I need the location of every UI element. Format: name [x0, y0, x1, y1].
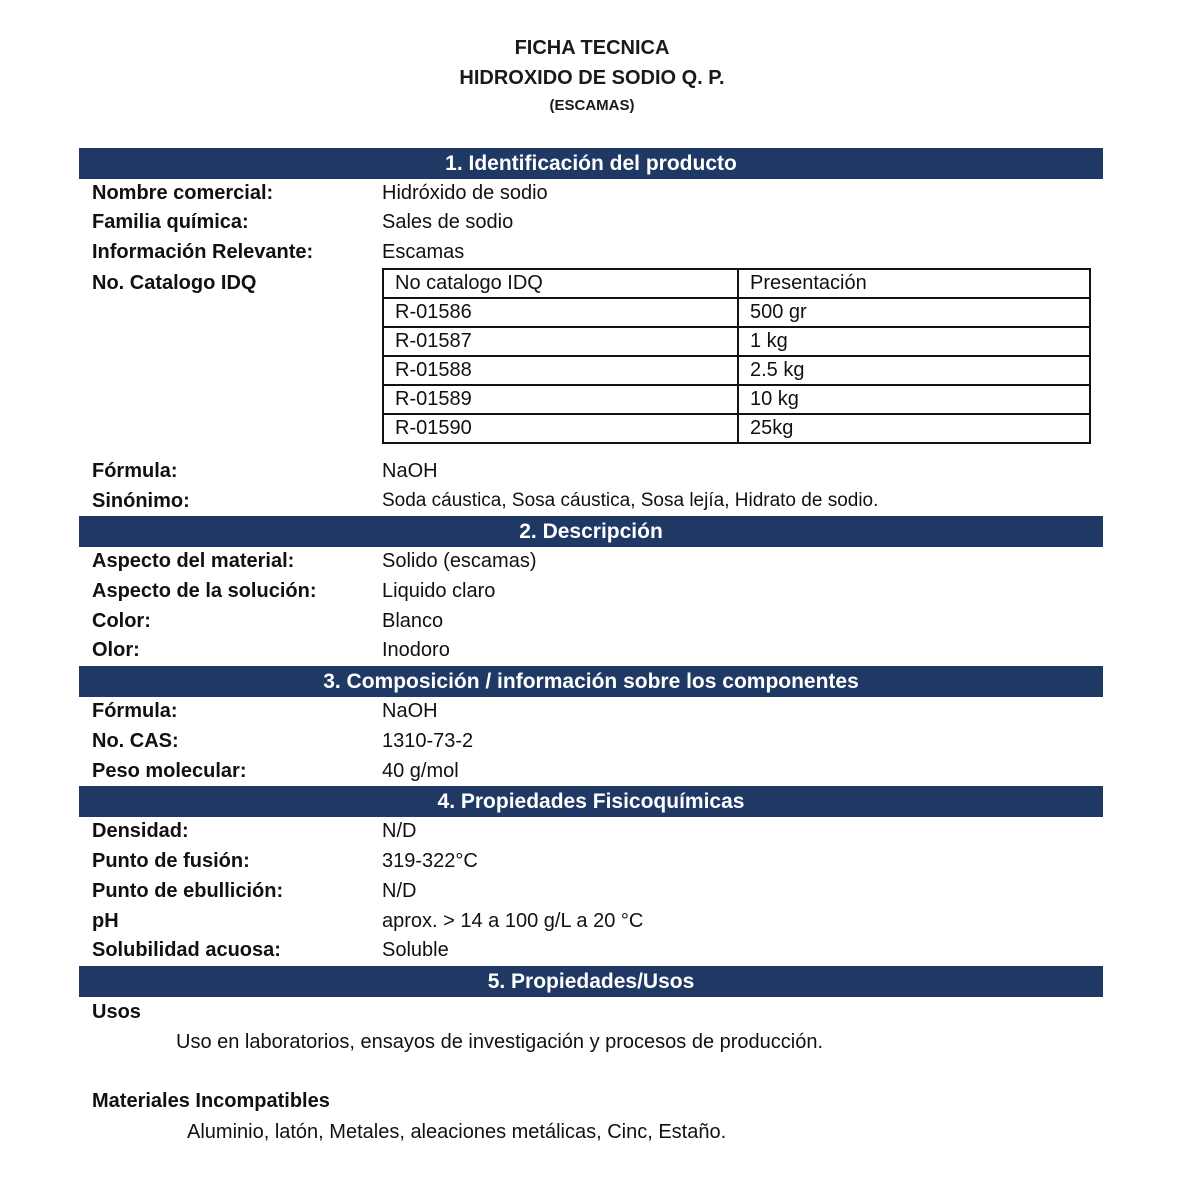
presentation: 25kg [738, 414, 1090, 443]
label-solubilidad: Solubilidad acuosa: [92, 939, 281, 961]
label-punto-ebullicion: Punto de ebullición: [92, 880, 284, 902]
value-olor: Inodoro [382, 639, 450, 661]
catalog-code: R-01588 [383, 356, 738, 385]
label-color: Color: [92, 610, 151, 632]
section-3-header: 3. Composición / información sobre los componentes [79, 666, 1103, 697]
section-1-header: 1. Identificación del producto [79, 148, 1103, 179]
header-cell-presentacion: Presentación [738, 269, 1090, 298]
label-catalogo: No. Catalogo IDQ [92, 272, 257, 294]
section-5-header: 5. Propiedades/Usos [79, 966, 1103, 997]
value-aspecto-solucion: Liquido claro [382, 580, 496, 602]
product-form: (ESCAMAS) [549, 97, 635, 114]
catalog-code: R-01589 [383, 385, 738, 414]
section-4-header: 4. Propiedades Fisicoquímicas [79, 786, 1103, 817]
presentation: 2.5 kg [738, 356, 1090, 385]
label-materiales-incompatibles: Materiales Incompatibles [92, 1090, 330, 1112]
table-row [383, 298, 1090, 327]
value-nombre-comercial: Hidróxido de sodio [382, 182, 548, 204]
value-ph: aprox. > 14 a 100 g/L a 20 °C [382, 910, 644, 932]
label-peso-molecular: Peso molecular: [92, 760, 247, 782]
value-informacion-relevante: Escamas [382, 241, 465, 263]
label-usos: Usos [92, 1001, 141, 1023]
label-olor: Olor: [92, 639, 140, 661]
presentation: 1 kg [738, 327, 1090, 356]
label-punto-fusion: Punto de fusión: [92, 850, 250, 872]
label-cas: No. CAS: [92, 730, 179, 752]
section-2-header: 2. Descripción [79, 516, 1103, 547]
table-row [383, 385, 1090, 414]
label-aspecto-material: Aspecto del material: [92, 550, 295, 572]
label-aspecto-solucion: Aspecto de la solución: [92, 580, 317, 602]
value-cas: 1310-73-2 [382, 730, 474, 752]
value-formula-2: NaOH [382, 700, 438, 722]
catalog-code: R-01586 [383, 298, 738, 327]
table-row [383, 414, 1090, 443]
value-aspecto-material: Solido (escamas) [382, 550, 537, 572]
catalog-code: R-01590 [383, 414, 738, 443]
label-formula-2: Fórmula: [92, 700, 178, 722]
value-familia-quimica: Sales de sodio [382, 211, 514, 233]
value-color: Blanco [382, 610, 444, 632]
value-punto-fusion: 319-322°C [382, 850, 478, 872]
label-sinonimo: Sinónimo: [92, 490, 190, 512]
value-sinonimo: Soda cáustica, Sosa cáustica, Sosa lejía, Hidrato de sodio. [382, 490, 879, 511]
table-header-row [383, 269, 1090, 298]
header-cell-catalogo: No catalogo IDQ [383, 269, 738, 298]
label-familia-quimica: Familia química: [92, 211, 249, 233]
product-name: HIDROXIDO DE SODIO Q. P. [459, 67, 725, 89]
doc-title: FICHA TECNICA [514, 37, 670, 59]
value-densidad: N/D [382, 820, 417, 842]
table-row [383, 356, 1090, 385]
label-nombre-comercial: Nombre comercial: [92, 182, 274, 204]
text-usos: Uso en laboratorios, ensayos de investigación y procesos de producción. [176, 1031, 824, 1053]
value-peso-molecular: 40 g/mol [382, 760, 459, 782]
value-punto-ebullicion: N/D [382, 880, 417, 902]
catalog-table [382, 268, 1091, 444]
label-formula: Fórmula: [92, 460, 178, 482]
catalog-code: R-01587 [383, 327, 738, 356]
label-ph: pH [92, 910, 119, 932]
value-solubilidad: Soluble [382, 939, 449, 961]
label-densidad: Densidad: [92, 820, 189, 842]
presentation: 10 kg [738, 385, 1090, 414]
presentation: 500 gr [738, 298, 1090, 327]
text-materiales-incompatibles: Aluminio, latón, Metales, aleaciones metálicas, Cinc, Estaño. [187, 1121, 727, 1143]
value-formula: NaOH [382, 460, 438, 482]
label-informacion-relevante: Información Relevante: [92, 241, 314, 263]
table-row [383, 327, 1090, 356]
